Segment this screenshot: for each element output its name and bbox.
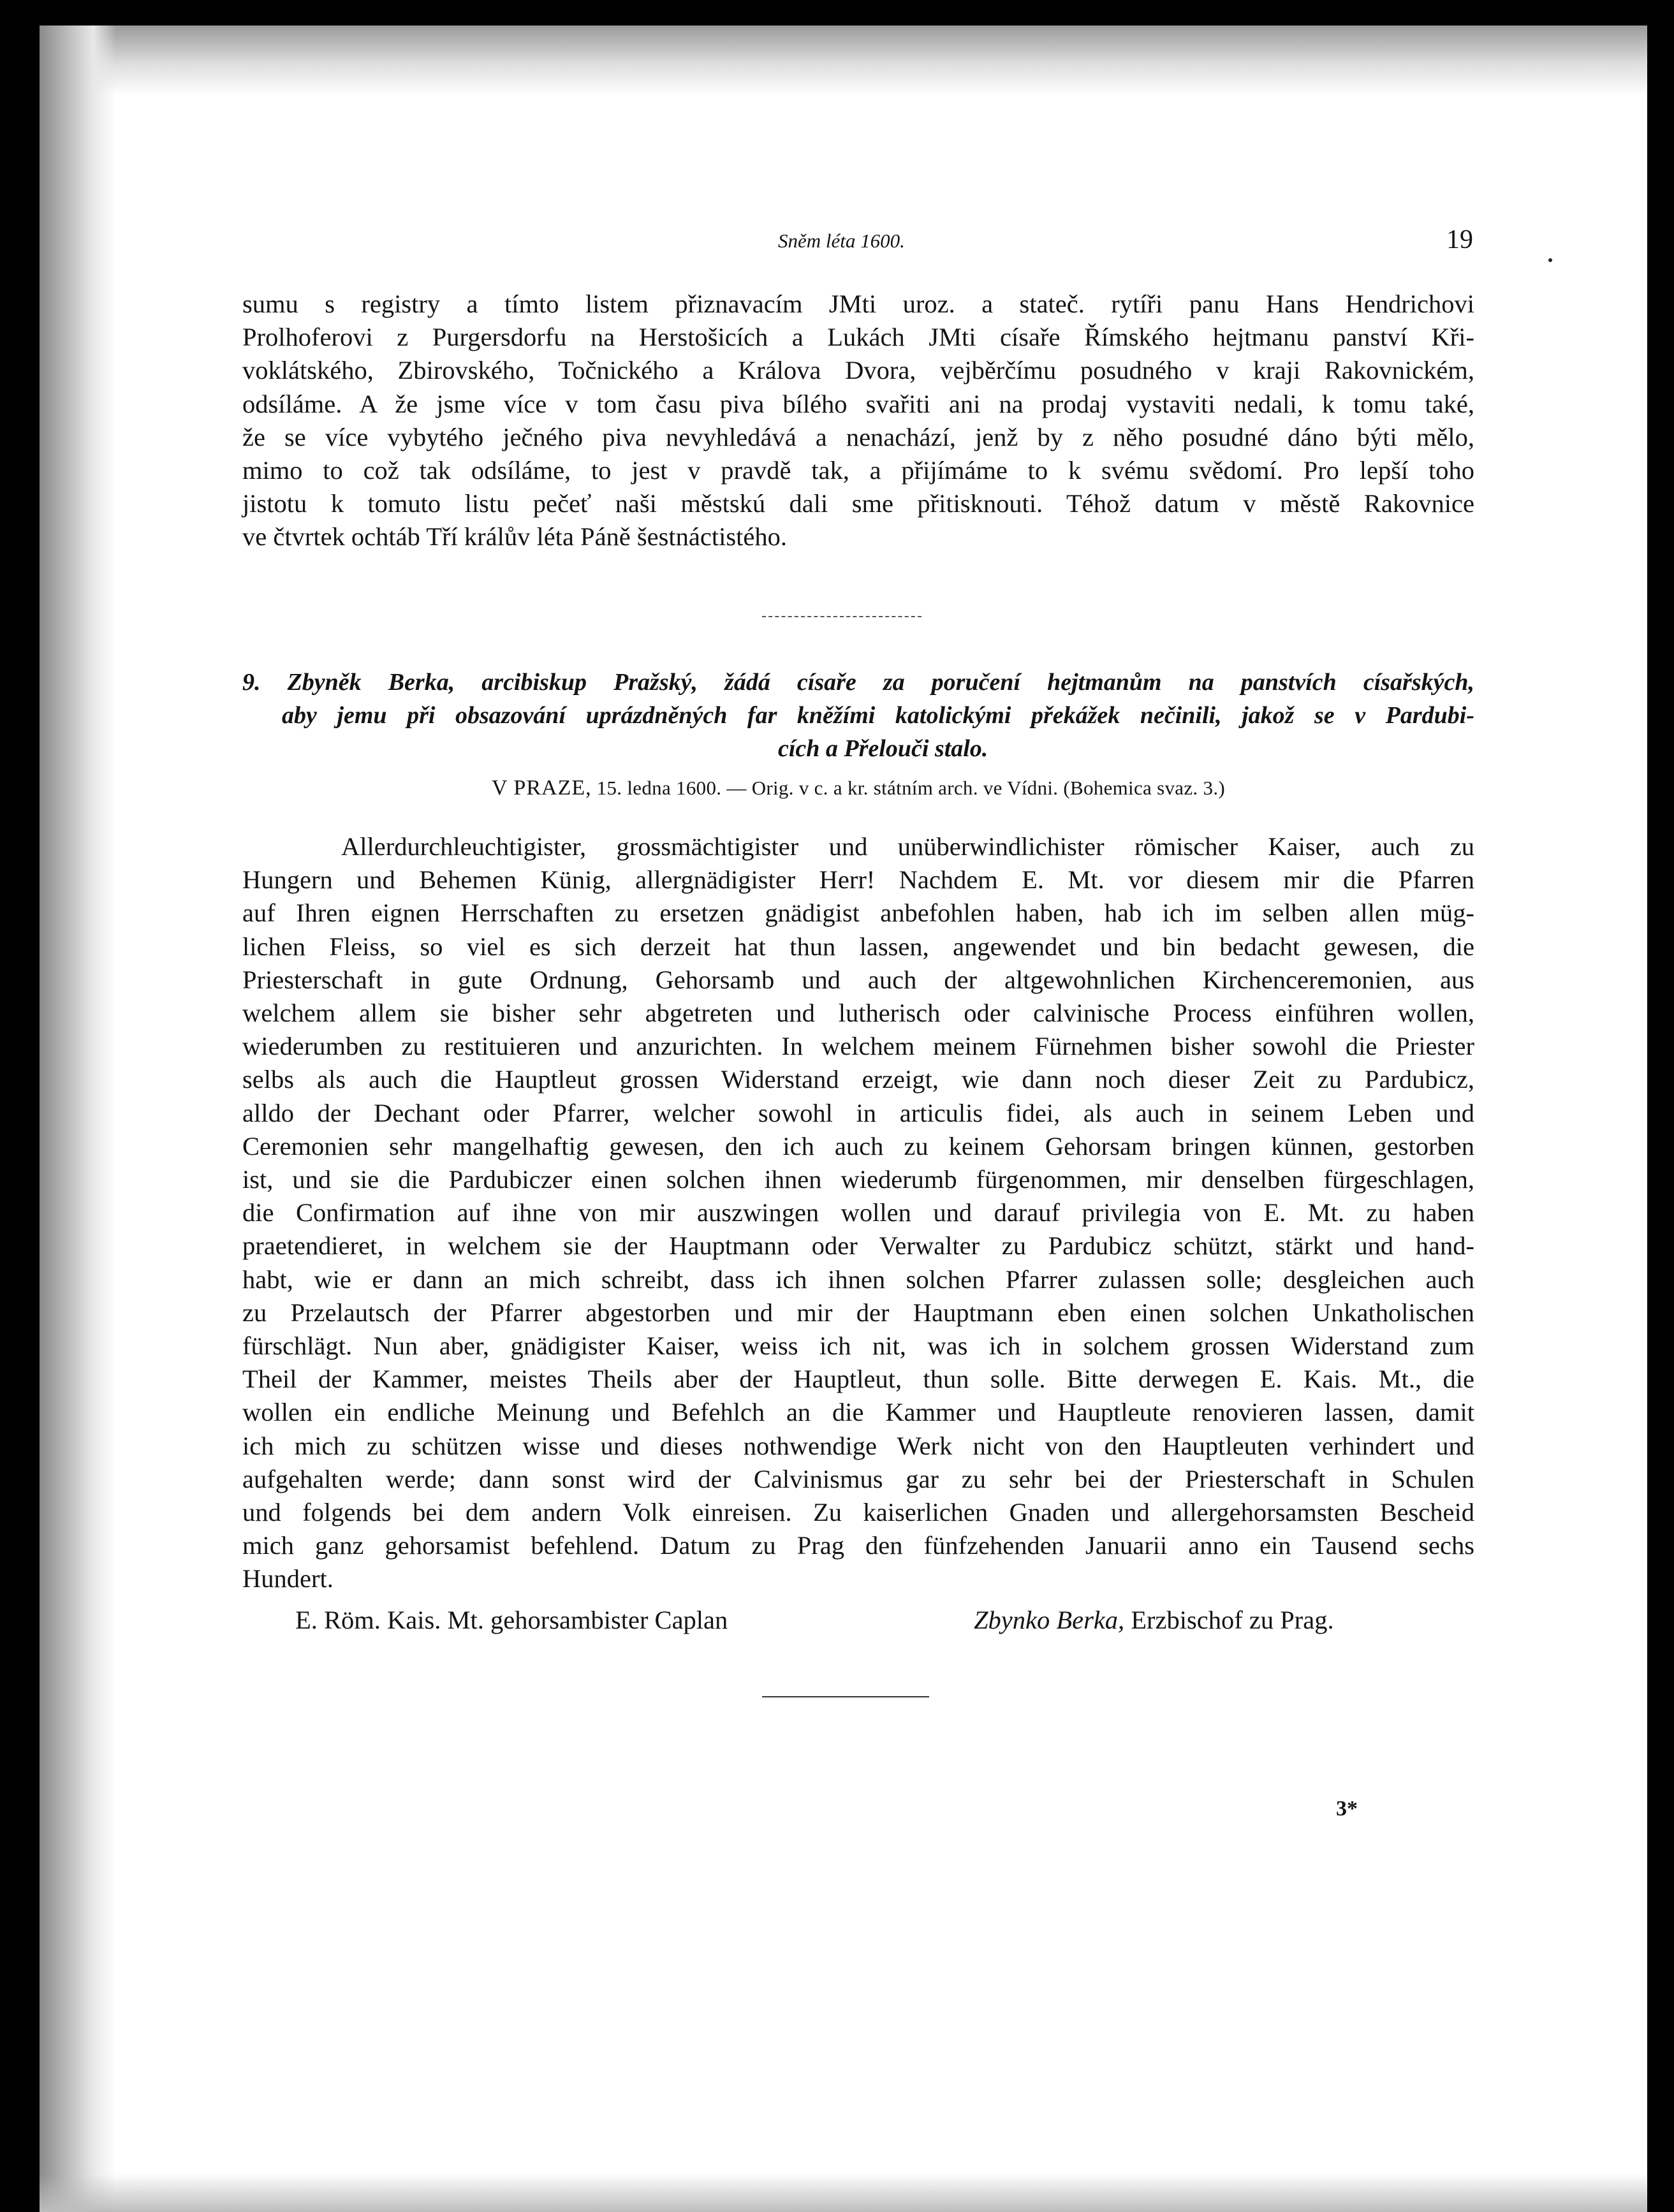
heading-line: cích a Přelouči stalo. (778, 735, 988, 762)
scan-border-right (1647, 0, 1674, 2212)
text-line: Prolhoferovi z Purgersdorfu na Herstošicích a Lukách JMti císaře Římského hejtmanu panství Kři- (242, 323, 1474, 352)
text-line: alldo der Dechant oder Pfarrer, welcher sowohl in articulis fidei, als auch in seinem Leben und (242, 1098, 1474, 1127)
text-line: auf Ihren eignen Herrschaften zu ersetzen gnädigist anbefohlen haben, hab ich im selben allen müg- (242, 898, 1474, 928)
text-line: Priesterschaft in gute Ordnung, Gehorsamb und auch der altgewohnlichen Kirchenceremonien, aus (242, 965, 1474, 994)
scan-shadow-left (40, 26, 116, 2212)
text-line: ist, und sie die Pardubiczer einen solchen ihnen wiederumb fürgenommen, mir denselben fürgeschlagen, (242, 1165, 1474, 1194)
stray-mark (1548, 258, 1552, 262)
text-line: wiederumben zu restituieren und anzurichten. In welchem meinem Fürnehmen bisher sowohl die Priester (242, 1032, 1474, 1061)
document-source-note (242, 776, 1474, 800)
end-divider (762, 1696, 929, 1697)
document-body (242, 830, 1474, 1596)
signature-title: Erzbischof zu Prag. (1124, 1606, 1334, 1634)
signature-name: Zbynko Berka, (974, 1606, 1125, 1634)
text-line: die Confirmation auf ihne von mir auszwingen wollen und darauf privilegia von E. Mt. zu haben (242, 1198, 1474, 1227)
text-line: selbs als auch die Hauptleut grossen Widerstand erzeigt, wie dann noch dieser Zeit zu Pardubicz, (242, 1065, 1474, 1094)
text-line: wollen ein endliche Meinung und Befehlch an die Kammer und Hauptleute renovieren lassen, damit (242, 1398, 1474, 1427)
scan-border-left (0, 0, 40, 2212)
text-line: Theil der Kammer, meistes Theils aber der Hauptleut, thun solle. Bitte derwegen E. Kais. Mt., die (242, 1365, 1474, 1394)
scan-border-top (0, 0, 1674, 26)
text-line: Ceremonien sehr mangelhaftig gewesen, den ich auch zu keinem Gehorsam bringen künnen, gestorben (242, 1131, 1474, 1161)
text-line: ich mich zu schützen wisse und dieses nothwendige Werk nicht von den Hauptleuten verhindert und (242, 1431, 1474, 1460)
scan-shadow-top (40, 26, 1647, 96)
text-line: sumu s registry a tímto listem přiznavacím JMti uroz. a stateč. rytíři panu Hans Hendrichovi (242, 289, 1474, 318)
text-line: Hundert. (242, 1564, 334, 1593)
text-line: ve čtvrtek ochtáb Tří králův léta Páně šestnáctistého. (242, 522, 787, 552)
scan-shadow-bottom (40, 2174, 1647, 2212)
signature-left: E. Röm. Kais. Mt. gehorsambister Caplan (295, 1606, 728, 1634)
text-line: welchem allem sie bisher sehr abgetreten und lutherisch oder calvinische Process einführen wollen, (242, 999, 1474, 1028)
document-heading (242, 666, 1474, 765)
text-line: Allerdurchleuchtigister, grossmächtigister und unüberwindlichister römischer Kaiser, auch zu (341, 832, 1474, 861)
source-place: V PRAZE, (491, 776, 592, 800)
intro-paragraph (242, 288, 1474, 554)
text-line: lichen Fleiss, so viel es sich derzeit hat thun lassen, angewendet und bin bedacht gewesen, die (242, 932, 1474, 961)
text-line: Hungern und Behemen Künig, allergnädigister Herr! Nachdem E. Mt. vor diesem mir die Pfarren (242, 865, 1474, 895)
text-line: zu Przelautsch der Pfarrer abgestorben und mir der Hauptmann eben einen solchen Unkatholischen (242, 1298, 1474, 1327)
text-line: jistotu k tomuto listu pečeť naši městskú dali sme přitisknouti. Téhož datum v městě Rakovnice (242, 489, 1474, 518)
text-line: habt, wie er dann an mich schreibt, dass ich ihnen solchen Pfarrer zulassen solle; desgleichen auch (242, 1264, 1474, 1294)
source-details: 15. ledna 1600. — Orig. v c. a kr. státním arch. ve Vídni. (Bohemica svaz. 3.) (596, 777, 1225, 799)
sheet-signature-mark: 3* (1336, 1797, 1358, 1820)
text-line: voklátského, Zbirovského, Točnického a Králova Dvora, vejběrčímu posudného v kraji Rakovnickém, (242, 356, 1474, 385)
page-header (242, 224, 1473, 263)
signature-right (974, 1604, 1334, 1637)
text-line: und folgends bei dem andern Volk einreisen. Zu kaiserlichen Gnaden und allergehorsamsten Bescheid (242, 1498, 1474, 1527)
page-number: 19 (1446, 225, 1473, 254)
text-line: že se více vybytého ječného piva nevyhledává a nenachází, jenž by z něho posudné dáno býti mělo, (242, 422, 1474, 451)
text-line: mimo to což tak odsíláme, to jest v pravdě tak, a přijímáme to k svému svědomí. Pro lepší toho (242, 456, 1474, 485)
running-head: Sněm léta 1600. (778, 230, 905, 252)
text-line: fürschlägt. Nun aber, gnädigister Kaiser, weiss ich nit, was ich in solchem grossen Widerstand zum (242, 1331, 1474, 1361)
text-line: praetendieret, in welchem sie der Hauptmann oder Verwalter zu Pardubicz schützt, stärkt und hand- (242, 1231, 1474, 1261)
text-line: mich ganz gehorsamist befehlend. Datum zu Prag den fünfzehenden Januarii anno ein Tausend sechs (242, 1531, 1474, 1560)
text-line: odsíláme. A že jsme více v tom času piva bílého svařiti ani na prodaj vystaviti nedali, k tomu také, (242, 389, 1474, 418)
heading-line: aby jemu při obsazování uprázdněných far kněžími katolickými překážek nečinili, jakož se v Pardubi- (282, 702, 1474, 729)
heading-line: 9. Zbyněk Berka, arcibiskup Pražský, žádá císaře za poručení hejtmanům na panstvích císařských, (242, 669, 1474, 696)
text-line: aufgehalten werde; dann sonst wird der Calvinismus gar zu sehr bei der Priesterschaft in Schulen (242, 1464, 1474, 1493)
section-divider (762, 616, 921, 617)
